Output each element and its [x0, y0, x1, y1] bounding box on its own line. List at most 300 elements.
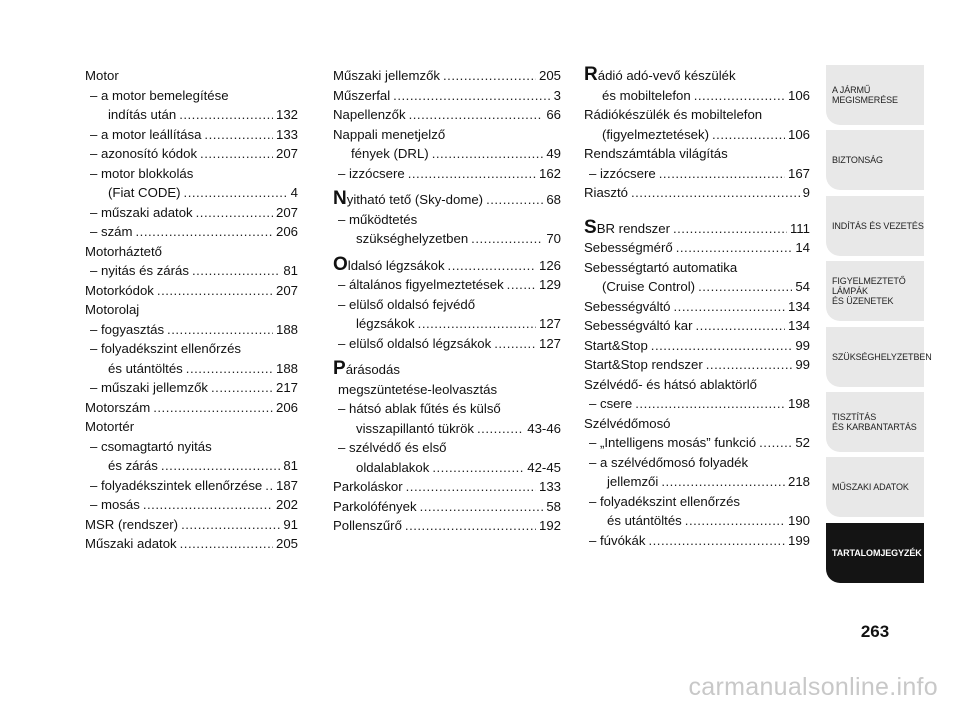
leader-dots — [698, 277, 792, 297]
leader-dots — [192, 261, 280, 281]
entry-spacer — [333, 249, 561, 256]
index-entry[interactable] — [584, 355, 810, 375]
entry-text: Sebességtartó automatika — [584, 259, 738, 275]
index-entry-line — [589, 492, 810, 512]
leader-dots — [157, 281, 273, 301]
index-entry[interactable] — [333, 334, 561, 354]
index-entry-line — [90, 339, 298, 359]
entry-text: – szám — [90, 224, 133, 239]
entry-text: Műszaki adatok — [85, 536, 177, 551]
index-entry[interactable] — [584, 433, 810, 453]
index-entry[interactable] — [85, 261, 298, 281]
index-entry[interactable] — [85, 476, 298, 496]
leader-dots — [651, 336, 793, 356]
leader-dots — [759, 433, 792, 453]
index-column-3 — [584, 66, 810, 550]
index-entry[interactable] — [333, 360, 561, 380]
index-entry-line — [584, 216, 810, 239]
index-entry-line — [584, 355, 810, 375]
entry-text: Sebességváltó — [584, 298, 671, 314]
index-entry[interactable] — [333, 497, 561, 517]
index-entry[interactable] — [333, 253, 561, 276]
index-entry-line — [338, 380, 561, 400]
section-tab[interactable]: FIGYELMEZTETŐ LÁMPÁK ÉS ÜZENETEK — [826, 261, 924, 321]
index-entry-line — [338, 458, 561, 478]
index-column-1 — [85, 66, 298, 554]
entry-text: Motorolaj — [85, 302, 140, 317]
entry-text: BR rendszer — [596, 220, 670, 236]
section-tabs — [826, 65, 932, 588]
index-entry[interactable] — [333, 66, 561, 86]
index-entry[interactable] — [584, 216, 810, 239]
entry-text: Motortér — [85, 419, 135, 434]
entry-text: szükséghelyzetben — [356, 231, 469, 246]
page-ref[interactable]: 205 — [275, 536, 298, 551]
index-entry-line — [85, 515, 298, 535]
index-entry[interactable] — [584, 531, 810, 551]
entry-text: Motor — [85, 68, 119, 83]
index-entry[interactable] — [85, 86, 298, 125]
page-ref[interactable]: 192 — [538, 518, 561, 533]
page-ref[interactable]: 206 — [275, 224, 298, 239]
entry-text: megszüntetése-leolvasztás — [338, 381, 498, 397]
section-tab[interactable]: TARTALOMJEGYZÉK — [826, 523, 924, 583]
entry-text: Napellenzők — [333, 107, 406, 122]
entry-text: – a motor leállítása — [90, 126, 202, 142]
page-ref[interactable]: 134 — [787, 318, 810, 333]
page-ref[interactable]: 9 — [802, 185, 810, 200]
leader-dots — [694, 86, 785, 106]
entry-text: oldalablakok — [356, 459, 430, 475]
leader-dots — [676, 238, 793, 258]
entry-text: Nappali menetjelző — [333, 126, 446, 142]
leader-dots — [180, 534, 273, 554]
leader-dots — [443, 66, 536, 86]
index-entry[interactable] — [584, 66, 810, 105]
index-entry-line — [333, 144, 561, 164]
index-entry[interactable] — [85, 495, 298, 515]
entry-text: (figyelmeztetések) — [602, 126, 710, 142]
leader-dots — [635, 394, 785, 414]
entry-text: Start&Stop — [584, 337, 648, 353]
index-entry[interactable] — [333, 164, 561, 184]
page-ref[interactable]: 81 — [283, 263, 298, 278]
entry-text: légzsákok — [356, 316, 415, 331]
page-number: 263 — [860, 622, 890, 641]
leader-dots — [432, 458, 524, 478]
index-entry-line — [333, 516, 561, 536]
index-entry-line — [589, 453, 810, 473]
index-entry-line — [85, 300, 298, 320]
leader-dots — [712, 125, 785, 145]
index-entry[interactable] — [85, 534, 298, 554]
page-ref[interactable]: 70 — [546, 231, 561, 246]
entry-text: Rádiókészülék és mobiltelefon — [584, 107, 763, 122]
index-entry-line — [90, 359, 298, 379]
index-entry-line — [338, 275, 561, 295]
page-ref[interactable]: 81 — [283, 458, 298, 473]
entry-text: – mosás — [90, 497, 140, 512]
index-entry[interactable] — [584, 394, 810, 414]
index-entry-line — [584, 66, 810, 86]
leader-dots — [409, 105, 544, 125]
index-entry[interactable] — [584, 492, 810, 531]
index-entry[interactable] — [333, 399, 561, 438]
index-entry-line — [584, 144, 810, 164]
index-entry-line — [584, 86, 810, 106]
leader-dots — [211, 378, 273, 398]
page-ref[interactable]: 43-46 — [527, 420, 561, 436]
index-entry[interactable] — [584, 183, 810, 203]
leader-dots — [696, 316, 785, 336]
initial-letter: S — [584, 216, 597, 238]
leader-dots — [153, 398, 273, 418]
section-tab[interactable]: SZÜKSÉGHELYZETBEN — [826, 327, 924, 387]
page-ref[interactable]: 126 — [538, 257, 561, 273]
index-entry-line — [90, 456, 298, 476]
page-ref[interactable]: 106 — [787, 126, 810, 142]
entry-text: fények (DRL) — [351, 146, 429, 161]
page-ref[interactable]: 206 — [275, 399, 298, 415]
index-entry[interactable] — [584, 238, 810, 258]
index-entry[interactable] — [333, 125, 561, 164]
leader-dots — [477, 419, 524, 439]
index-entry-line — [584, 258, 810, 278]
index-entry-line — [90, 144, 298, 164]
index-entry-line — [338, 210, 561, 230]
section-tab[interactable]: MŰSZAKI ADATOK — [826, 457, 924, 517]
entry-text: ldalsó légzsákok — [347, 257, 445, 273]
index-entry[interactable] — [584, 144, 810, 164]
index-entry-line — [589, 164, 810, 184]
leader-dots — [494, 334, 536, 354]
index-entry[interactable] — [85, 203, 298, 223]
index-entry-line — [90, 320, 298, 340]
entry-text: MSR (rendszer) — [85, 516, 179, 532]
entry-text: – szélvédő és első — [338, 440, 447, 455]
entry-text: visszapillantó tükrök — [356, 420, 475, 436]
index-entry[interactable] — [85, 66, 298, 86]
index-entry[interactable] — [333, 105, 561, 125]
leader-dots — [631, 183, 800, 203]
index-entry-line — [333, 477, 561, 497]
page-ref[interactable]: 42-45 — [527, 459, 561, 475]
page-ref[interactable]: 127 — [538, 335, 561, 351]
leader-dots — [448, 256, 536, 276]
index-entry[interactable] — [85, 378, 298, 398]
page-ref[interactable]: 106 — [787, 87, 810, 103]
page-ref[interactable]: 133 — [275, 126, 298, 142]
leader-dots — [408, 164, 536, 184]
entry-text: Parkolófények — [333, 498, 417, 514]
index-entry-line — [584, 375, 810, 395]
index-entry-line — [90, 495, 298, 515]
leader-dots — [143, 495, 273, 515]
page-ref[interactable]: 167 — [787, 165, 810, 181]
entry-text: Motorkódok — [85, 282, 154, 298]
index-entry-line — [90, 183, 298, 203]
page-ref[interactable]: 3 — [553, 87, 561, 103]
entry-text: (Cruise Control) — [602, 279, 696, 294]
initial-letter: O — [333, 253, 348, 275]
index-entry-line — [584, 297, 810, 317]
page-ref[interactable]: 133 — [538, 479, 561, 494]
leader-dots — [265, 476, 273, 496]
index-entry-line — [90, 164, 298, 184]
leader-dots — [685, 511, 785, 531]
index-entry[interactable] — [85, 144, 298, 164]
index-entry[interactable] — [85, 339, 298, 378]
page-ref[interactable]: 99 — [795, 337, 810, 353]
entry-spacer — [333, 353, 561, 360]
page-ref[interactable]: 199 — [787, 532, 810, 548]
index-entry-line — [584, 414, 810, 434]
initial-letter: R — [584, 64, 598, 85]
page-ref[interactable]: 49 — [546, 146, 561, 161]
entry-text: – folyadékszint ellenőrzés — [90, 341, 242, 356]
index-entry[interactable] — [85, 300, 298, 320]
index-entry-line — [584, 105, 810, 125]
page-ref[interactable]: 4 — [290, 185, 298, 200]
index-entry-line — [333, 125, 561, 145]
index-entry-line — [589, 394, 810, 414]
index-entry[interactable] — [85, 398, 298, 418]
index-entry-line — [85, 398, 298, 418]
index-entry-line — [338, 419, 561, 439]
index-entry[interactable] — [85, 417, 298, 437]
section-tab[interactable]: TISZTÍTÁS ÉS KARBANTARTÁS — [826, 392, 924, 452]
entry-text: és utántöltés — [108, 360, 183, 376]
index-entry[interactable] — [584, 105, 810, 144]
page-ref[interactable]: 218 — [787, 474, 810, 489]
entry-text: Parkoláskor — [333, 479, 403, 494]
page-ref[interactable]: 188 — [275, 321, 298, 337]
page-ref[interactable]: 187 — [275, 477, 298, 493]
entry-text: és utántöltés — [607, 513, 682, 528]
leader-dots — [179, 105, 273, 125]
entry-text: – fúvókák — [589, 532, 646, 548]
index-entry[interactable] — [584, 453, 810, 492]
entry-text: Rendszámtábla világítás — [584, 146, 728, 161]
leader-dots — [406, 477, 536, 497]
section-tab[interactable]: BIZTONSÁG — [826, 130, 924, 190]
entry-text: – motor blokkolás — [90, 165, 194, 181]
leader-dots — [432, 144, 544, 164]
page-ref[interactable]: 134 — [787, 298, 810, 314]
index-entry-line — [338, 164, 561, 184]
index-entry-line — [333, 253, 561, 276]
initial-letter: N — [333, 188, 347, 209]
initial-letter: P — [333, 358, 346, 379]
index-entry-line — [333, 105, 561, 125]
entry-text: ádió adó-vevő készülék — [597, 68, 736, 83]
index-entry-line — [338, 334, 561, 354]
page-ref[interactable]: 66 — [546, 107, 561, 122]
index-entry-line — [584, 125, 810, 145]
page-ref[interactable]: 52 — [795, 435, 810, 450]
entry-text: és mobiltelefon — [602, 87, 691, 103]
page-ref[interactable]: 162 — [538, 165, 561, 181]
index-entry-line — [584, 316, 810, 336]
page-ref[interactable]: 207 — [275, 204, 298, 220]
index-entry-line — [90, 86, 298, 106]
index-entry-line — [85, 281, 298, 301]
index-entry[interactable] — [85, 125, 298, 145]
page-ref[interactable]: 188 — [275, 360, 298, 376]
entry-text: yitható tető (Sky-dome) — [346, 192, 484, 207]
index-entry[interactable] — [85, 437, 298, 476]
index-entry[interactable] — [85, 281, 298, 301]
watermark-url[interactable]: carmanualsonline.info — [688, 673, 938, 701]
leader-dots — [167, 320, 273, 340]
page-ref[interactable]: 205 — [538, 68, 561, 83]
index-entry-line — [333, 86, 561, 106]
leader-dots — [673, 219, 787, 239]
index-entry-line — [584, 277, 810, 297]
entry-text: – hátsó ablak fűtés és külső — [338, 401, 501, 416]
index-entry-line — [338, 229, 561, 249]
index-entry[interactable] — [333, 295, 561, 334]
leader-dots — [405, 516, 536, 536]
index-entry-line — [589, 511, 810, 531]
entry-text: – elülső oldalsó fejvédő — [338, 296, 476, 312]
section-tab[interactable]: INDÍTÁS ÉS VEZETÉS — [826, 196, 924, 256]
entry-text: – nyitás és zárás — [90, 263, 189, 278]
entry-text: – a motor bemelegítése — [90, 87, 229, 103]
index-entry-line — [85, 534, 298, 554]
index-entry[interactable] — [584, 414, 810, 434]
index-entry-line — [584, 238, 810, 258]
section-tab[interactable]: A JÁRMŰ MEGISMERÉSE — [826, 65, 924, 125]
index-entry[interactable] — [333, 190, 561, 210]
entry-text: Pollenszűrő — [333, 518, 402, 533]
index-entry-line — [589, 433, 810, 453]
index-entry[interactable] — [584, 316, 810, 336]
entry-text: jellemzői — [607, 474, 659, 489]
entry-text: – izzócsere — [338, 165, 405, 181]
index-entry[interactable] — [333, 516, 561, 536]
leader-dots — [181, 515, 280, 535]
page-ref[interactable]: 132 — [275, 107, 298, 122]
entry-text: – csomagtartó nyitás — [90, 438, 212, 454]
index-entry[interactable] — [333, 438, 561, 477]
entry-text: – elülső oldalsó légzsákok — [338, 335, 492, 351]
leader-dots — [659, 164, 785, 184]
index-entry[interactable] — [333, 477, 561, 497]
index-entry[interactable] — [584, 375, 810, 395]
page-ref[interactable]: 14 — [795, 240, 810, 255]
index-entry[interactable] — [584, 164, 810, 184]
index-entry[interactable] — [584, 336, 810, 356]
leader-dots — [418, 314, 536, 334]
entry-text: Motorháztető — [85, 243, 162, 259]
entry-text: – „Intelligens mosás” funkció — [589, 435, 757, 450]
leader-dots — [471, 229, 543, 249]
index-entry[interactable] — [333, 275, 561, 295]
index-entry[interactable] — [333, 210, 561, 249]
entry-text: – a szélvédőmosó folyadék — [589, 454, 749, 470]
page-ref[interactable]: 54 — [795, 279, 810, 294]
index-entry[interactable] — [85, 222, 298, 242]
index-column-2 — [333, 66, 561, 536]
entry-text: – folyadékszint ellenőrzés — [589, 493, 741, 509]
entry-text: – fogyasztás — [90, 321, 165, 337]
leader-dots — [184, 183, 288, 203]
page-ref[interactable]: 91 — [283, 516, 298, 532]
page-ref[interactable]: 202 — [275, 497, 298, 512]
index-entry[interactable] — [85, 164, 298, 203]
entry-text: – izzócsere — [589, 165, 656, 181]
entry-text: Szélvédő- és hátsó ablaktörlő — [584, 376, 758, 392]
index-entry-line — [90, 125, 298, 145]
page-ref[interactable]: 207 — [275, 282, 298, 298]
index-entry[interactable] — [584, 258, 810, 297]
entry-text: Műszaki jellemzők — [333, 68, 440, 83]
leader-dots — [136, 222, 273, 242]
leader-dots — [706, 355, 793, 375]
page-ref[interactable]: 198 — [787, 396, 810, 411]
entry-spacer — [333, 183, 561, 190]
index-entry-line — [589, 472, 810, 492]
index-entry-line — [90, 203, 298, 223]
index-entry-line — [338, 438, 561, 458]
page-ref[interactable]: 207 — [275, 146, 298, 161]
entry-text: és zárás — [108, 458, 158, 473]
page-ref[interactable]: 111 — [789, 220, 810, 236]
index-entry-line — [338, 295, 561, 315]
leader-dots — [161, 456, 280, 476]
index-entry-line — [333, 66, 561, 86]
page-ref[interactable]: 129 — [538, 277, 561, 292]
leader-dots — [661, 472, 785, 492]
leader-dots — [204, 125, 273, 145]
leader-dots — [200, 144, 273, 164]
entry-text: – műszaki adatok — [90, 204, 193, 220]
index-entry-line — [584, 183, 810, 203]
leader-dots — [507, 275, 536, 295]
index-entry-line — [90, 261, 298, 281]
index-entry[interactable] — [333, 86, 561, 106]
entry-text: indítás után — [108, 107, 177, 122]
leader-dots — [420, 497, 544, 517]
page-ref[interactable]: 99 — [795, 357, 810, 372]
entry-text: – azonosító kódok — [90, 146, 198, 161]
entry-text: Motorszám — [85, 399, 151, 415]
entry-text: Szélvédőmosó — [584, 415, 671, 431]
entry-text: – működtetés — [338, 211, 418, 227]
entry-text: – általános figyelmeztetések — [338, 277, 504, 292]
page-ref[interactable]: 190 — [787, 513, 810, 528]
page-ref[interactable]: 68 — [546, 192, 561, 207]
index-entry[interactable] — [85, 320, 298, 340]
index-entry[interactable] — [85, 242, 298, 262]
page-ref[interactable]: 58 — [546, 498, 561, 514]
index-entry-line — [90, 378, 298, 398]
leader-dots — [186, 359, 273, 379]
index-entry-line — [85, 417, 298, 437]
index-entry[interactable] — [584, 297, 810, 317]
leader-dots — [393, 86, 550, 106]
index-entry-line — [90, 222, 298, 242]
page-ref[interactable]: 127 — [538, 316, 561, 331]
page-ref[interactable]: 217 — [275, 380, 298, 395]
index-entry[interactable] — [333, 380, 561, 400]
index-entry[interactable] — [85, 515, 298, 535]
entry-text: – folyadékszintek ellenőrzése — [90, 477, 263, 493]
index-entry-line — [85, 66, 298, 86]
entry-spacer — [584, 203, 810, 219]
entry-text: Riasztó — [584, 185, 628, 200]
